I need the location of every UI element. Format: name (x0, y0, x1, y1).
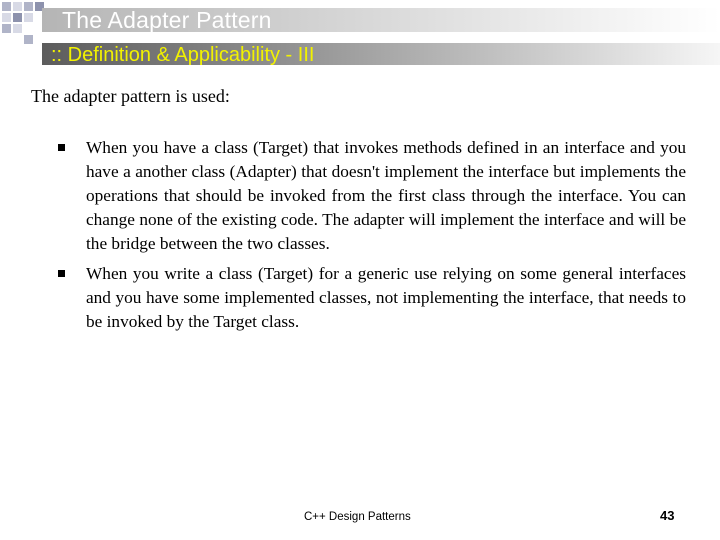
page-number: 43 (660, 508, 675, 523)
slide-title: The Adapter Pattern (62, 7, 272, 33)
bullet-item (58, 262, 686, 334)
bullet-item (58, 136, 686, 256)
bullet-text: When you write a class (Target) for a generic use relying on some general interfaces and you have some implemented classes, not implementing the interface, that needs to be invoked by the Target class. (86, 264, 686, 331)
slide-subtitle: :: Definition & Applicability - III (51, 44, 315, 66)
footer-text: C++ Design Patterns (304, 511, 411, 523)
bullet-text: When you have a class (Target) that invokes methods defined in an interface and you have a another class (Adapter) that doesn't implement the interface but implements the operations that should be invoked from the first class through the interface. You can change none of the existing code. The adapter will implement the interface and will be the bridge between the two classes. (86, 138, 686, 253)
square-bullet-icon (58, 270, 65, 277)
intro-text: The adapter pattern is used: (31, 86, 230, 106)
bullet-list (58, 136, 686, 340)
square-bullet-icon (58, 144, 65, 151)
